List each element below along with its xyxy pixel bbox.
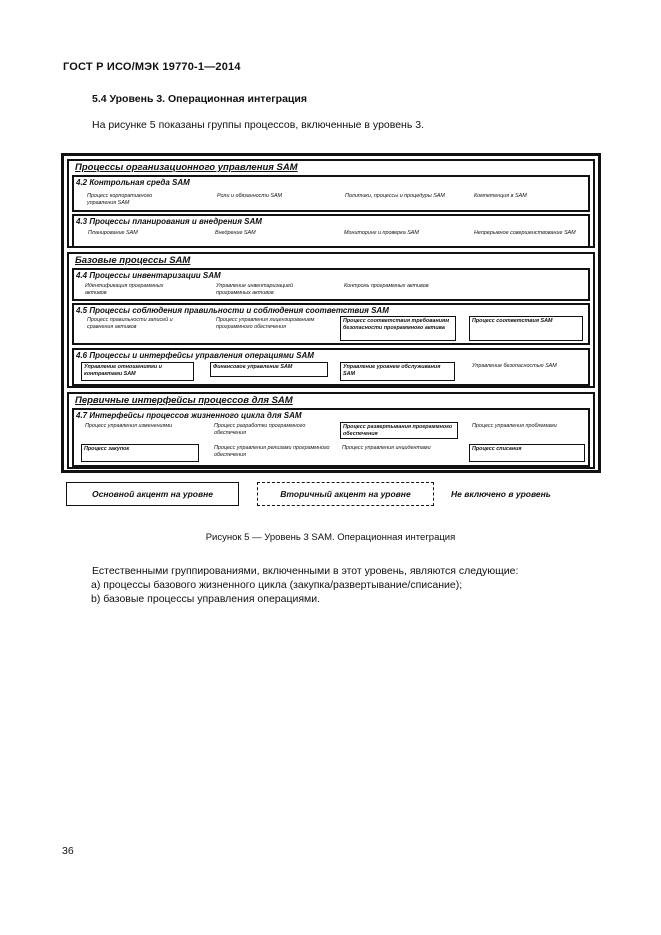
process-competence: Компетенция в SAM: [474, 193, 527, 199]
subgroup-title: 4.3 Процессы планирования и внедрения SAM: [76, 217, 262, 226]
group-title: Процессы организационного управления SAM: [75, 162, 298, 173]
process-acquisition: Процесс закупок: [81, 444, 199, 462]
figure-caption: Рисунок 5 — Уровень 3 SAM. Операционная интеграция: [205, 532, 456, 543]
process-planning: Планирование SAM: [88, 230, 138, 236]
subgroup-inventory: [72, 268, 590, 301]
subgroup-lifecycle-interfaces: [72, 408, 590, 467]
legend-primary-focus: Основной акцент на уровне: [66, 482, 239, 506]
process-asset-control: Контроль программных активов: [344, 283, 429, 289]
process-change-management: Процесс управления изменениями: [85, 423, 173, 429]
process-sam-compliance: Процесс соответствия SAM: [469, 316, 583, 341]
process-release-management: Процесс управления релизами программного обеспечения: [214, 445, 330, 459]
section-title: 5.4 Уровень 3. Операционная интеграция: [92, 93, 307, 105]
process-inventory-management: Управление инвентаризацией программных активов: [216, 283, 294, 297]
group-title: Базовые процессы SAM: [75, 255, 191, 266]
subgroup-title: 4.6 Процессы и интерфейсы управления операциями SAM: [76, 351, 314, 360]
section-intro: На рисунке 5 показаны группы процессов, включенные в уровень 3.: [92, 119, 424, 131]
subgroup-title: 4.5 Процессы соблюдения правильности и соблюдения соответствия SAM: [76, 306, 389, 315]
process-security-compliance: Процесс соответствия требованиям безопасности программного актива: [340, 316, 456, 341]
process-software-development: Процесс разработки программного обеспечения: [214, 423, 306, 437]
process-license-management: Процесс управления лицензированием программного обеспечения: [216, 317, 315, 331]
process-incident-management: Процесс управления инцидентами: [342, 445, 431, 451]
process-policies: Политики, процессы и процедуры SAM: [345, 193, 445, 199]
subgroup-verification-compliance: [72, 303, 590, 345]
legend-not-included: Не включено в уровень: [451, 489, 551, 499]
subgroup-planning-implementation: [72, 214, 590, 248]
group-core-processes: [67, 252, 595, 388]
process-governance: Процесс корпоративного управления SAM: [87, 193, 153, 207]
process-service-level: Управление уровнем обслуживания SAM: [340, 362, 455, 381]
group-title: Первичные интерфейсы процессов для SAM: [75, 395, 293, 406]
process-security-management: Управление безопасностью SAM: [472, 363, 557, 369]
process-roles: Роли и обязанности SAM: [217, 193, 283, 199]
process-identification: Идентификация программных активов: [85, 283, 164, 297]
process-problem-management: Процесс управления проблемами: [472, 423, 557, 429]
process-monitoring: Мониторинг и проверка SAM: [344, 230, 419, 236]
subgroup-title: 4.4 Процессы инвентаризации SAM: [76, 271, 221, 280]
process-financial-management: Финансовое управление SAM: [210, 362, 328, 377]
level3-figure: [61, 153, 601, 473]
standard-header: ГОСТ Р ИСО/МЭК 19770-1—2014: [63, 61, 241, 73]
legend-secondary-focus: Вторичный акцент на уровне: [257, 482, 434, 506]
subgroup-operations-management: [72, 348, 590, 386]
list-item: а) процессы базового жизненного цикла (закупка/развертывание/списание);: [91, 579, 463, 591]
subgroup-control-environment: [72, 175, 590, 212]
group-organizational-management: [67, 159, 595, 248]
group-primary-interfaces: [67, 392, 595, 469]
process-relationship-contract: Управление отношениями и контрактами SAM: [81, 362, 194, 381]
process-record-verification: Процесс правильности записей и сравнения активов: [87, 317, 173, 331]
process-software-deployment: Процесс развертывания программного обеспечения: [340, 422, 458, 439]
page-number: 36: [62, 845, 74, 857]
process-improvement: Непрерывное совершенствование SAM: [474, 230, 576, 236]
process-implementation: Внедрение SAM: [215, 230, 256, 236]
body-paragraph: Естественными группированиями, включенными в этот уровень, являются следующие:: [92, 565, 519, 577]
subgroup-title: 4.2 Контрольная среда SAM: [76, 178, 190, 187]
subgroup-title: 4.7 Интерфейсы процессов жизненного цикла для SAM: [76, 411, 302, 420]
list-item: b) базовые процессы управления операциями.: [91, 593, 321, 605]
process-retirement: Процесс списания: [469, 444, 585, 462]
